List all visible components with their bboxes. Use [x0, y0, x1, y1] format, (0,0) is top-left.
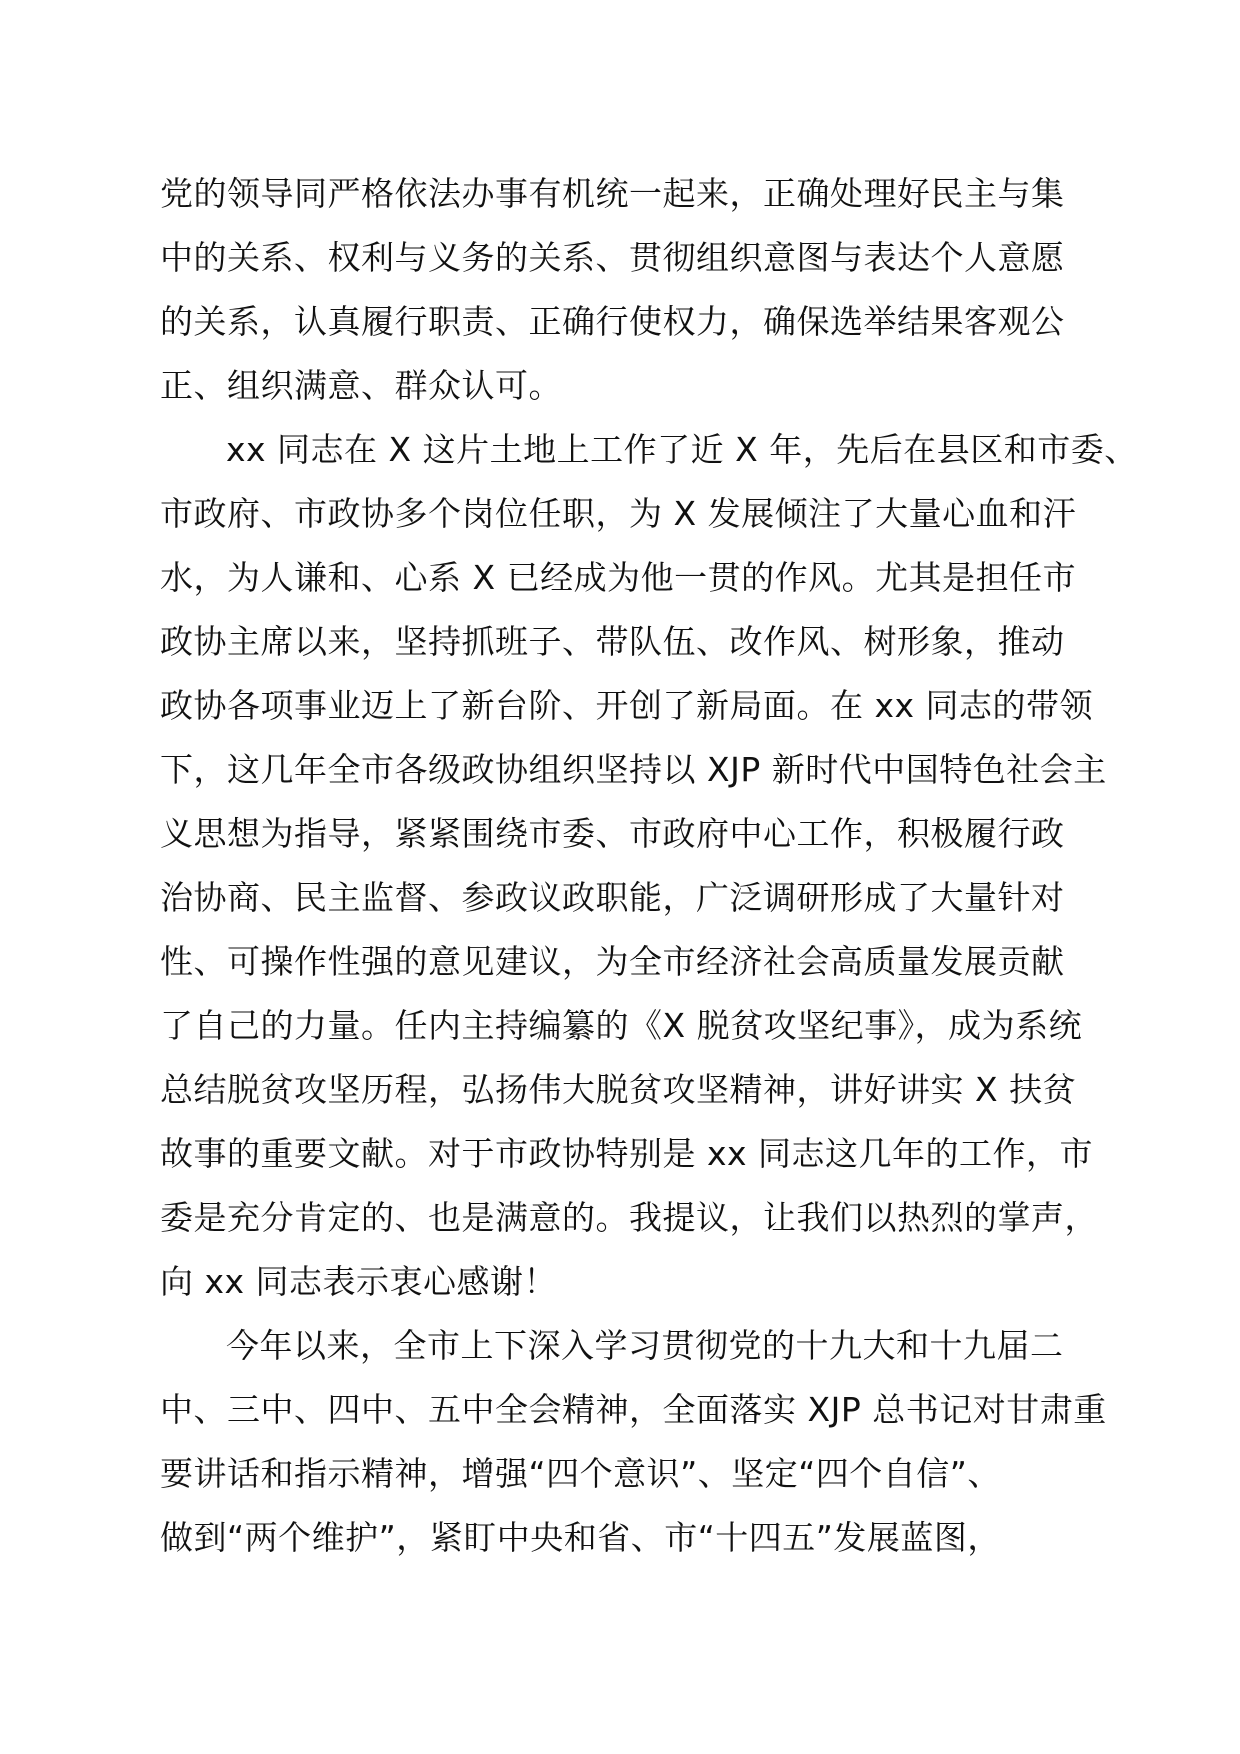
text-line: 性、可操作性强的意见建议，为全市经济社会高质量发展贡献 — [160, 942, 1065, 981]
text-line: 故事的重要文献。对于市政协特别是 xx 同志这几年的工作，市 — [160, 1134, 1094, 1173]
text-line: 向 xx 同志表示衷心感谢！ — [160, 1262, 558, 1301]
text-line: 要讲话和指示精神，增强“四个意识”、坚定“四个自信”、 — [160, 1454, 1001, 1493]
text-line: 的关系，认真履行职责、正确行使权力，确保选举结果客观公 — [160, 302, 1065, 341]
text-line: 义思想为指导，紧紧围绕市委、市政府中心工作，积极履行政 — [160, 814, 1065, 853]
text-line: 党的领导同严格依法办事有机统一起来，正确处理好民主与集 — [160, 174, 1065, 213]
text-line: 了自己的力量。任内主持编纂的《X 脱贫攻坚纪事》，成为系统 — [160, 1006, 1083, 1045]
text-line: 水，为人谦和、心系 X 已经成为他一贯的作风。尤其是担任市 — [160, 558, 1077, 597]
text-line: 治协商、民主监督、参政议政职能，广泛调研形成了大量针对 — [160, 878, 1065, 917]
text-line: 下，这几年全市各级政协组织坚持以 XJP 新时代中国特色社会主 — [160, 750, 1107, 789]
text-line: 政协各项事业迈上了新台阶、开创了新局面。在 xx 同志的带领 — [160, 686, 1094, 725]
text-line: 市政府、市政协多个岗位任职，为 X 发展倾注了大量心血和汗 — [160, 494, 1077, 533]
paragraph-start-line: 今年以来，全市上下深入学习贯彻党的十九大和十九届二 — [226, 1326, 1064, 1365]
paragraph-start-line: xx 同志在 X 这片土地上工作了近 X 年，先后在县区和市委、 — [226, 430, 1138, 469]
text-line: 政协主席以来，坚持抓班子、带队伍、改作风、树形象，推动 — [160, 622, 1065, 661]
body-text — [160, 162, 1138, 1570]
text-line: 总结脱贫攻坚历程，弘扬伟大脱贫攻坚精神，讲好讲实 X 扶贫 — [160, 1070, 1077, 1109]
text-line: 做到“两个维护”，紧盯中央和省、市“十四五”发展蓝图， — [160, 1518, 1001, 1557]
text-line: 委是充分肯定的、也是满意的。我提议，让我们以热烈的掌声， — [160, 1198, 1098, 1237]
text-line: 中的关系、权利与义务的关系、贯彻组织意图与表达个人意愿 — [160, 238, 1065, 277]
text-line: 中、三中、四中、五中全会精神，全面落实 XJP 总书记对甘肃重 — [160, 1390, 1107, 1429]
text-line: 正、组织满意、群众认可。 — [160, 366, 562, 405]
